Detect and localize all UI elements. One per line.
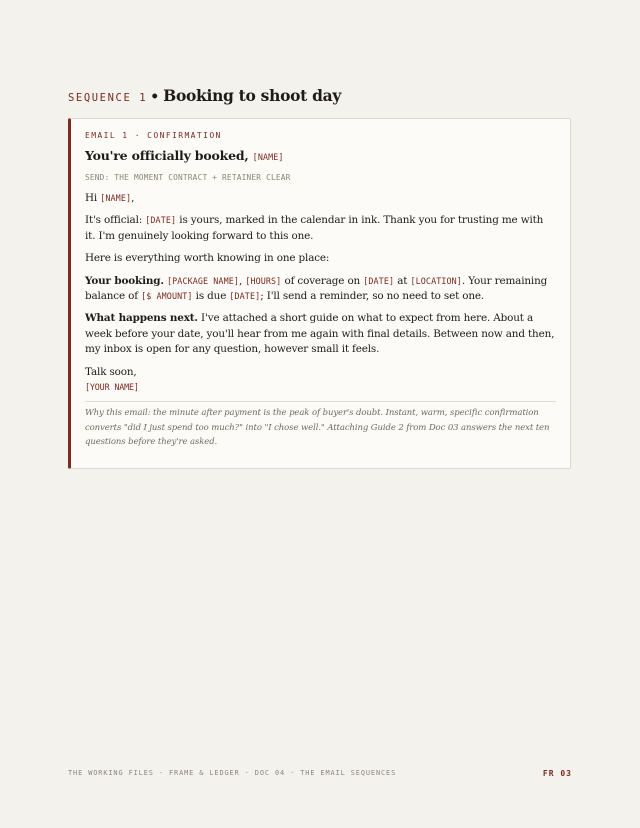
- booking-lead: Your booking.: [85, 274, 164, 287]
- text-run: I've attached a short guide on what to expect from here. About a week before your date, you'll hear from me again with final details. Between now and then, my inbox is open for any question, however small it feels.: [85, 312, 555, 356]
- paragraph-official: [85, 213, 556, 244]
- email-body: [85, 191, 556, 394]
- amount-token: [$ AMOUNT]: [141, 291, 193, 302]
- name-token: [NAME]: [252, 152, 284, 162]
- paragraph-intro: Here is everything worth knowing in one place:: [85, 252, 330, 265]
- hours-token: [HOURS]: [245, 275, 282, 286]
- email-card: [68, 118, 571, 469]
- sequence-header: [68, 86, 341, 105]
- text-run: ,: [239, 274, 246, 287]
- text-run: It's official:: [85, 214, 146, 227]
- text-run: ; I'll send a reminder, so no need to set one.: [260, 290, 485, 303]
- location-token: [LOCATION]: [410, 275, 462, 286]
- signature-token: [YOUR NAME]: [85, 382, 139, 393]
- send-trigger: SEND: THE MOMENT CONTRACT + RETAINER CLEAR: [85, 173, 291, 182]
- date-token: [DATE]: [363, 275, 395, 286]
- rationale-note: Why this email: the minute after payment is the peak of buyer's doubt. Instant, warm, specific confirmation converts "did I just spend too much?" into "I chose well." Attaching Guide 2 from Doc 03 answers the next ten questions before they're asked.: [85, 408, 550, 448]
- package-token: [PACKAGE NAME]: [167, 275, 240, 286]
- text-run: at: [394, 274, 411, 287]
- note-divider: [85, 401, 556, 402]
- footer-running-title: THE WORKING FILES · FRAME & LEDGER · DOC 04 · THE EMAIL SEQUENCES: [68, 769, 397, 777]
- email-subject-text: You're officially booked,: [85, 148, 253, 163]
- text-run: . Your remaining balance of: [85, 274, 548, 303]
- sequence-title: Booking to shoot day: [163, 86, 342, 105]
- email-subject: [85, 148, 556, 165]
- next-lead: What happens next.: [85, 312, 198, 325]
- text-run: is due: [192, 290, 230, 303]
- email-signoff: Talk soon,: [85, 365, 137, 378]
- date-token: [DATE]: [229, 291, 261, 302]
- paragraph-next: [85, 311, 556, 357]
- sequence-label: SEQUENCE 1: [68, 92, 148, 104]
- greeting-text: Hi: [85, 192, 101, 204]
- email-greeting: [85, 191, 556, 206]
- greeting-end: ,: [131, 192, 135, 204]
- text-run: is yours, marked in the calendar in ink. Thank you for trusting me with it. I'm genuinely looking forward to this one.: [85, 214, 544, 242]
- email-kicker: EMAIL 1 · CONFIRMATION: [85, 131, 222, 140]
- text-run: of coverage on: [281, 274, 364, 287]
- name-token: [NAME]: [100, 193, 132, 203]
- paragraph-booking: [85, 274, 556, 305]
- date-token: [DATE]: [145, 215, 177, 226]
- sequence-separator: •: [150, 89, 160, 105]
- footer-page-number: FR 03: [542, 769, 572, 778]
